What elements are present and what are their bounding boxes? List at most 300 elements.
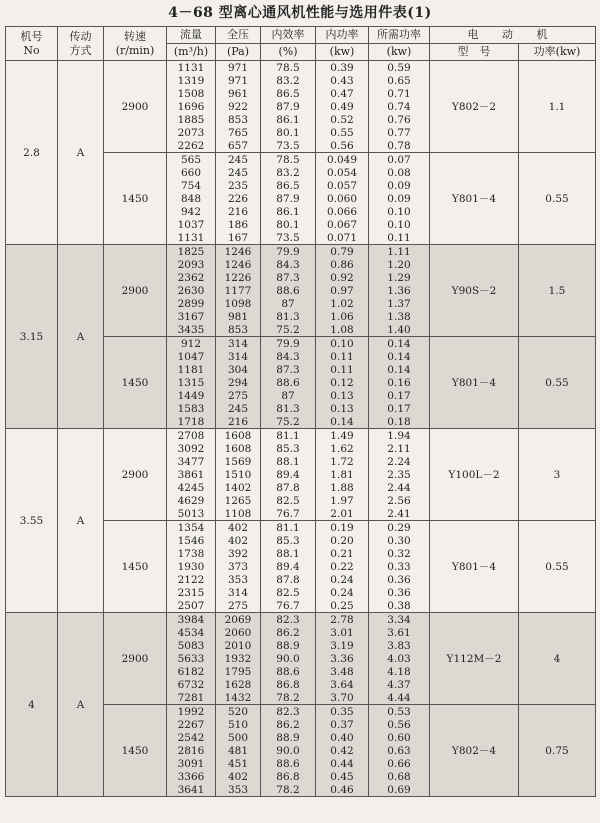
flow-cell: 1131	[167, 61, 216, 75]
fan-performance-table	[5, 26, 596, 797]
required-power-cell: 0.69	[369, 783, 430, 797]
internal-power-cell: 3.64	[316, 678, 369, 691]
pressure-cell: 1608	[216, 442, 261, 455]
flow-cell: 1583	[167, 402, 216, 415]
machine-no-cell: 2.8	[6, 61, 58, 245]
motor-model-cell: Y90S－2	[430, 245, 519, 337]
required-power-cell: 0.09	[369, 179, 430, 192]
internal-power-cell: 0.066	[316, 205, 369, 218]
required-power-cell: 0.77	[369, 126, 430, 139]
efficiency-cell: 88.6	[261, 757, 316, 770]
pressure-cell: 402	[216, 534, 261, 547]
pressure-cell: 373	[216, 560, 261, 573]
required-power-cell: 0.10	[369, 218, 430, 231]
required-power-cell: 0.59	[369, 61, 430, 75]
required-power-cell: 2.44	[369, 481, 430, 494]
internal-power-cell: 0.39	[316, 61, 369, 75]
required-power-cell: 0.38	[369, 599, 430, 613]
internal-power-cell: 0.55	[316, 126, 369, 139]
efficiency-cell: 85.3	[261, 534, 316, 547]
flow-cell: 2630	[167, 284, 216, 297]
speed-cell: 2900	[104, 613, 167, 705]
required-power-cell: 1.37	[369, 297, 430, 310]
motor-power-cell: 1.1	[519, 61, 596, 153]
efficiency-cell: 75.2	[261, 323, 316, 337]
required-power-cell: 1.11	[369, 245, 430, 259]
speed-cell: 1450	[104, 337, 167, 429]
header-motor-power: 功率(kw)	[519, 44, 596, 61]
efficiency-cell: 75.2	[261, 415, 316, 429]
internal-power-cell: 0.37	[316, 718, 369, 731]
pressure-cell: 245	[216, 166, 261, 179]
flow-cell: 5633	[167, 652, 216, 665]
pressure-cell: 961	[216, 87, 261, 100]
internal-power-cell: 1.02	[316, 297, 369, 310]
required-power-cell: 0.16	[369, 376, 430, 389]
required-power-cell: 0.07	[369, 153, 430, 167]
efficiency-cell: 88.9	[261, 731, 316, 744]
required-power-cell: 0.60	[369, 731, 430, 744]
flow-cell: 2073	[167, 126, 216, 139]
machine-no-cell: 3.55	[6, 429, 58, 613]
efficiency-cell: 86.1	[261, 113, 316, 126]
internal-power-cell: 3.48	[316, 665, 369, 678]
flow-cell: 4245	[167, 481, 216, 494]
efficiency-cell: 78.5	[261, 153, 316, 167]
pressure-cell: 294	[216, 376, 261, 389]
efficiency-cell: 78.5	[261, 61, 316, 75]
drive-cell: A	[58, 61, 104, 245]
header-efficiency-unit: (%)	[261, 44, 316, 61]
pressure-cell: 500	[216, 731, 261, 744]
internal-power-cell: 0.13	[316, 402, 369, 415]
flow-cell: 1508	[167, 87, 216, 100]
required-power-cell: 0.30	[369, 534, 430, 547]
internal-power-cell: 0.45	[316, 770, 369, 783]
required-power-cell: 0.14	[369, 350, 430, 363]
table-row	[6, 613, 596, 627]
required-power-cell: 0.78	[369, 139, 430, 153]
header-speed-sub: (r/min)	[115, 43, 155, 57]
pressure-cell: 216	[216, 205, 261, 218]
motor-model-cell: Y801－4	[430, 153, 519, 245]
required-power-cell: 4.44	[369, 691, 430, 705]
efficiency-cell: 88.1	[261, 455, 316, 468]
header-motor: 电 动 机	[430, 27, 596, 44]
motor-model-cell: Y802－2	[430, 61, 519, 153]
pressure-cell: 981	[216, 310, 261, 323]
efficiency-cell: 87.8	[261, 573, 316, 586]
efficiency-cell: 88.6	[261, 665, 316, 678]
internal-power-cell: 0.49	[316, 100, 369, 113]
required-power-cell: 2.24	[369, 455, 430, 468]
motor-model-cell: Y100L－2	[430, 429, 519, 521]
header-pressure-unit: (Pa)	[216, 44, 261, 61]
pressure-cell: 451	[216, 757, 261, 770]
flow-cell: 1131	[167, 231, 216, 245]
flow-cell: 2267	[167, 718, 216, 731]
required-power-cell: 0.74	[369, 100, 430, 113]
efficiency-cell: 89.4	[261, 560, 316, 573]
speed-cell: 2900	[104, 245, 167, 337]
flow-cell: 2542	[167, 731, 216, 744]
pressure-cell: 275	[216, 389, 261, 402]
pressure-cell: 235	[216, 179, 261, 192]
internal-power-cell: 1.81	[316, 468, 369, 481]
flow-cell: 1181	[167, 363, 216, 376]
flow-cell: 2708	[167, 429, 216, 443]
pressure-cell: 922	[216, 100, 261, 113]
pressure-cell: 510	[216, 718, 261, 731]
required-power-cell: 3.34	[369, 613, 430, 627]
flow-cell: 6732	[167, 678, 216, 691]
pressure-cell: 2069	[216, 613, 261, 627]
required-power-cell: 1.40	[369, 323, 430, 337]
internal-power-cell: 3.01	[316, 626, 369, 639]
efficiency-cell: 78.2	[261, 691, 316, 705]
pressure-cell: 245	[216, 153, 261, 167]
header-efficiency: 内效率	[261, 27, 316, 44]
speed-cell: 1450	[104, 521, 167, 613]
efficiency-cell: 78.2	[261, 783, 316, 797]
efficiency-cell: 79.9	[261, 337, 316, 351]
required-power-cell: 0.36	[369, 586, 430, 599]
machine-no-cell: 4	[6, 613, 58, 797]
pressure-cell: 167	[216, 231, 261, 245]
internal-power-cell: 0.44	[316, 757, 369, 770]
flow-cell: 1738	[167, 547, 216, 560]
required-power-cell: 1.94	[369, 429, 430, 443]
efficiency-cell: 88.1	[261, 547, 316, 560]
internal-power-cell: 1.62	[316, 442, 369, 455]
efficiency-cell: 86.8	[261, 770, 316, 783]
pressure-cell: 1226	[216, 271, 261, 284]
flow-cell: 6182	[167, 665, 216, 678]
header-pressure: 全压	[216, 27, 261, 44]
flow-cell: 2122	[167, 573, 216, 586]
header-machine-no-sub: No	[23, 43, 40, 57]
required-power-cell: 0.76	[369, 113, 430, 126]
internal-power-cell: 1.08	[316, 323, 369, 337]
header-drive-sub: 方式	[69, 43, 92, 57]
efficiency-cell: 87.9	[261, 192, 316, 205]
efficiency-cell: 87.9	[261, 100, 316, 113]
flow-cell: 660	[167, 166, 216, 179]
flow-cell: 5013	[167, 507, 216, 521]
internal-power-cell: 0.47	[316, 87, 369, 100]
table-row	[6, 61, 596, 75]
internal-power-cell: 0.86	[316, 258, 369, 271]
efficiency-cell: 76.7	[261, 507, 316, 521]
required-power-cell: 1.20	[369, 258, 430, 271]
pressure-cell: 1265	[216, 494, 261, 507]
required-power-cell: 0.33	[369, 560, 430, 573]
required-power-cell: 4.18	[369, 665, 430, 678]
header-motor-model: 型 号	[430, 44, 519, 61]
efficiency-cell: 88.6	[261, 376, 316, 389]
internal-power-cell: 0.56	[316, 139, 369, 153]
required-power-cell: 2.41	[369, 507, 430, 521]
internal-power-cell: 0.46	[316, 783, 369, 797]
pressure-cell: 314	[216, 350, 261, 363]
flow-cell: 3092	[167, 442, 216, 455]
required-power-cell: 0.10	[369, 205, 430, 218]
efficiency-cell: 81.3	[261, 402, 316, 415]
header-speed	[104, 27, 167, 61]
required-power-cell: 0.65	[369, 74, 430, 87]
efficiency-cell: 79.9	[261, 245, 316, 259]
flow-cell: 942	[167, 205, 216, 218]
flow-cell: 4534	[167, 626, 216, 639]
table-title: 4－68 型离心通风机性能与选用件表(1)	[168, 5, 432, 21]
pressure-cell: 245	[216, 402, 261, 415]
flow-cell: 3861	[167, 468, 216, 481]
required-power-cell: 2.35	[369, 468, 430, 481]
flow-cell: 3477	[167, 455, 216, 468]
pressure-cell: 2060	[216, 626, 261, 639]
internal-power-cell: 0.19	[316, 521, 369, 535]
flow-cell: 2507	[167, 599, 216, 613]
internal-power-cell: 1.49	[316, 429, 369, 443]
flow-cell: 912	[167, 337, 216, 351]
flow-cell: 2262	[167, 139, 216, 153]
efficiency-cell: 84.3	[261, 350, 316, 363]
header-internal-power: 内功率	[316, 27, 369, 44]
efficiency-cell: 88.6	[261, 284, 316, 297]
flow-cell: 3435	[167, 323, 216, 337]
internal-power-cell: 0.42	[316, 744, 369, 757]
flow-cell: 3091	[167, 757, 216, 770]
table-body	[6, 61, 596, 797]
pressure-cell: 314	[216, 337, 261, 351]
pressure-cell: 1628	[216, 678, 261, 691]
flow-cell: 3167	[167, 310, 216, 323]
pressure-cell: 304	[216, 363, 261, 376]
flow-cell: 1885	[167, 113, 216, 126]
pressure-cell: 1246	[216, 245, 261, 259]
flow-cell: 1354	[167, 521, 216, 535]
flow-cell: 1718	[167, 415, 216, 429]
header-drive-label: 传动	[69, 29, 92, 43]
pressure-cell: 1932	[216, 652, 261, 665]
internal-power-cell: 3.36	[316, 652, 369, 665]
flow-cell: 4629	[167, 494, 216, 507]
pressure-cell: 853	[216, 323, 261, 337]
efficiency-cell: 89.4	[261, 468, 316, 481]
flow-cell: 1930	[167, 560, 216, 573]
internal-power-cell: 2.01	[316, 507, 369, 521]
efficiency-cell: 82.5	[261, 494, 316, 507]
internal-power-cell: 3.70	[316, 691, 369, 705]
efficiency-cell: 87.3	[261, 271, 316, 284]
required-power-cell: 0.63	[369, 744, 430, 757]
pressure-cell: 1432	[216, 691, 261, 705]
pressure-cell: 971	[216, 61, 261, 75]
efficiency-cell: 82.5	[261, 586, 316, 599]
pressure-cell: 2010	[216, 639, 261, 652]
required-power-cell: 1.38	[369, 310, 430, 323]
efficiency-cell: 81.1	[261, 429, 316, 443]
efficiency-cell: 87	[261, 297, 316, 310]
pressure-cell: 275	[216, 599, 261, 613]
internal-power-cell: 0.20	[316, 534, 369, 547]
header-flow-unit: (m³/h)	[167, 44, 216, 61]
header-machine-no-label: 机号	[20, 29, 43, 43]
pressure-cell: 353	[216, 783, 261, 797]
flow-cell: 565	[167, 153, 216, 167]
flow-cell: 1315	[167, 376, 216, 389]
header-internal-power-unit: (kw)	[316, 44, 369, 61]
motor-power-cell: 3	[519, 429, 596, 521]
header-flow: 流量	[167, 27, 216, 44]
pressure-cell: 1177	[216, 284, 261, 297]
flow-cell: 1992	[167, 705, 216, 719]
internal-power-cell: 0.13	[316, 389, 369, 402]
pressure-cell: 971	[216, 74, 261, 87]
flow-cell: 5083	[167, 639, 216, 652]
efficiency-cell: 81.1	[261, 521, 316, 535]
efficiency-cell: 90.0	[261, 744, 316, 757]
motor-model-cell: Y112M－2	[430, 613, 519, 705]
required-power-cell: 3.61	[369, 626, 430, 639]
flow-cell: 2362	[167, 271, 216, 284]
internal-power-cell: 0.92	[316, 271, 369, 284]
flow-cell: 1825	[167, 245, 216, 259]
required-power-cell: 0.14	[369, 363, 430, 376]
internal-power-cell: 0.12	[316, 376, 369, 389]
pressure-cell: 481	[216, 744, 261, 757]
speed-cell: 2900	[104, 61, 167, 153]
internal-power-cell: 1.72	[316, 455, 369, 468]
machine-no-cell: 3.15	[6, 245, 58, 429]
internal-power-cell: 0.35	[316, 705, 369, 719]
internal-power-cell: 0.067	[316, 218, 369, 231]
header-machine-no	[6, 27, 58, 61]
flow-cell: 3641	[167, 783, 216, 797]
pressure-cell: 392	[216, 547, 261, 560]
pressure-cell: 1569	[216, 455, 261, 468]
pressure-cell: 1795	[216, 665, 261, 678]
required-power-cell: 4.37	[369, 678, 430, 691]
required-power-cell: 4.03	[369, 652, 430, 665]
efficiency-cell: 76.7	[261, 599, 316, 613]
required-power-cell: 0.29	[369, 521, 430, 535]
internal-power-cell: 0.24	[316, 573, 369, 586]
pressure-cell: 186	[216, 218, 261, 231]
internal-power-cell: 1.06	[316, 310, 369, 323]
required-power-cell: 0.08	[369, 166, 430, 179]
pressure-cell: 657	[216, 139, 261, 153]
efficiency-cell: 86.1	[261, 205, 316, 218]
pressure-cell: 1246	[216, 258, 261, 271]
header-required-power-unit: (kw)	[369, 44, 430, 61]
flow-cell: 1546	[167, 534, 216, 547]
required-power-cell: 0.71	[369, 87, 430, 100]
motor-model-cell: Y801－4	[430, 521, 519, 613]
required-power-cell: 0.18	[369, 415, 430, 429]
flow-cell: 1449	[167, 389, 216, 402]
internal-power-cell: 0.057	[316, 179, 369, 192]
required-power-cell: 0.14	[369, 337, 430, 351]
efficiency-cell: 86.2	[261, 718, 316, 731]
pressure-cell: 1608	[216, 429, 261, 443]
drive-cell: A	[58, 245, 104, 429]
internal-power-cell: 0.79	[316, 245, 369, 259]
header-speed-label: 转速	[124, 29, 146, 43]
internal-power-cell: 0.10	[316, 337, 369, 351]
efficiency-cell: 82.3	[261, 705, 316, 719]
flow-cell: 1037	[167, 218, 216, 231]
speed-cell: 1450	[104, 705, 167, 797]
pressure-cell: 314	[216, 586, 261, 599]
internal-power-cell: 1.88	[316, 481, 369, 494]
pressure-cell: 765	[216, 126, 261, 139]
required-power-cell: 0.32	[369, 547, 430, 560]
flow-cell: 848	[167, 192, 216, 205]
internal-power-cell: 0.049	[316, 153, 369, 167]
efficiency-cell: 80.1	[261, 126, 316, 139]
motor-power-cell: 0.55	[519, 153, 596, 245]
pressure-cell: 216	[216, 415, 261, 429]
required-power-cell: 1.29	[369, 271, 430, 284]
efficiency-cell: 83.2	[261, 74, 316, 87]
efficiency-cell: 87.3	[261, 363, 316, 376]
efficiency-cell: 86.5	[261, 179, 316, 192]
required-power-cell: 1.36	[369, 284, 430, 297]
pressure-cell: 226	[216, 192, 261, 205]
pressure-cell: 353	[216, 573, 261, 586]
internal-power-cell: 0.060	[316, 192, 369, 205]
flow-cell: 2816	[167, 744, 216, 757]
pressure-cell: 1098	[216, 297, 261, 310]
flow-cell: 2315	[167, 586, 216, 599]
efficiency-cell: 81.3	[261, 310, 316, 323]
internal-power-cell: 0.43	[316, 74, 369, 87]
pressure-cell: 1108	[216, 507, 261, 521]
flow-cell: 1696	[167, 100, 216, 113]
required-power-cell: 0.11	[369, 231, 430, 245]
internal-power-cell: 0.071	[316, 231, 369, 245]
motor-power-cell: 0.55	[519, 337, 596, 429]
required-power-cell: 0.36	[369, 573, 430, 586]
required-power-cell: 2.56	[369, 494, 430, 507]
flow-cell: 1047	[167, 350, 216, 363]
internal-power-cell: 0.14	[316, 415, 369, 429]
internal-power-cell: 1.97	[316, 494, 369, 507]
drive-cell: A	[58, 429, 104, 613]
pressure-cell: 402	[216, 770, 261, 783]
required-power-cell: 0.17	[369, 402, 430, 415]
internal-power-cell: 0.52	[316, 113, 369, 126]
flow-cell: 3366	[167, 770, 216, 783]
motor-power-cell: 1.5	[519, 245, 596, 337]
efficiency-cell: 88.9	[261, 639, 316, 652]
flow-cell: 754	[167, 179, 216, 192]
required-power-cell: 0.68	[369, 770, 430, 783]
motor-model-cell: Y801－4	[430, 337, 519, 429]
internal-power-cell: 0.40	[316, 731, 369, 744]
required-power-cell: 0.09	[369, 192, 430, 205]
flow-cell: 2093	[167, 258, 216, 271]
efficiency-cell: 83.2	[261, 166, 316, 179]
speed-cell: 2900	[104, 429, 167, 521]
required-power-cell: 2.11	[369, 442, 430, 455]
efficiency-cell: 80.1	[261, 218, 316, 231]
required-power-cell: 0.17	[369, 389, 430, 402]
speed-cell: 1450	[104, 153, 167, 245]
internal-power-cell: 0.97	[316, 284, 369, 297]
efficiency-cell: 86.5	[261, 87, 316, 100]
